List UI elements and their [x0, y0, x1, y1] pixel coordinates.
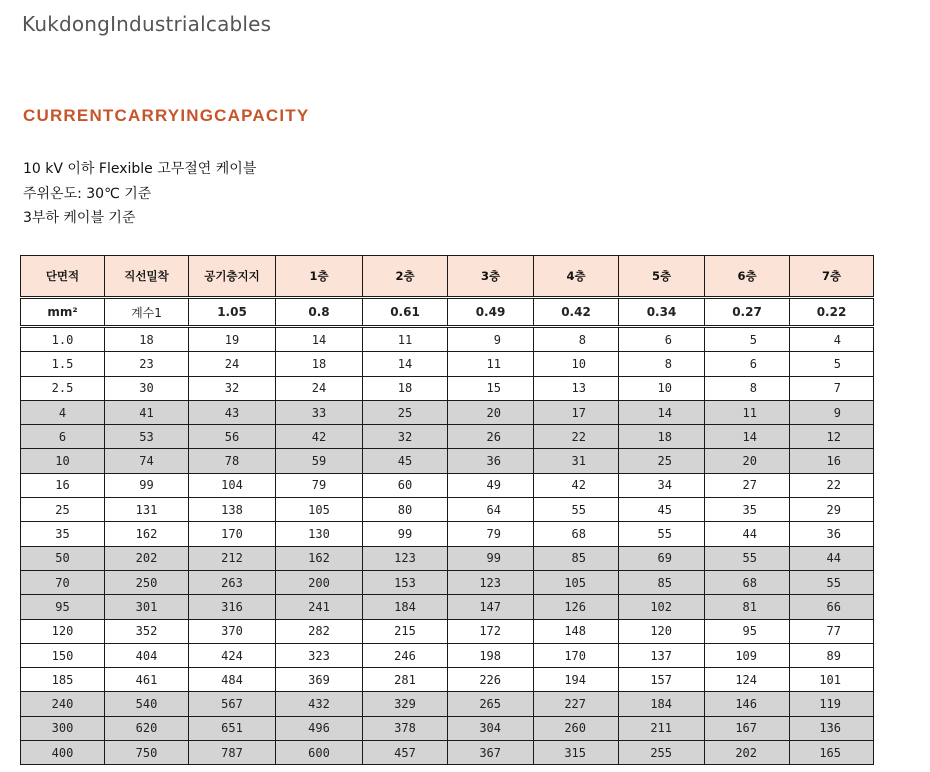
cell-cross-section: 25 — [21, 498, 105, 522]
cell-layer-6: 95 — [705, 619, 790, 643]
cell-layer-7: 7 — [790, 376, 874, 400]
cell-layer-1: 600 — [276, 741, 363, 765]
table-row — [21, 352, 874, 376]
cell-layer-6: 81 — [705, 595, 790, 619]
cell-layer-3: 172 — [448, 619, 534, 643]
cell-cross-section: 300 — [21, 716, 105, 740]
cell-cross-section: 4 — [21, 400, 105, 424]
cell-layer-3: 367 — [448, 741, 534, 765]
cell-layer-6: 5 — [705, 327, 790, 352]
cell-direct-contact: 540 — [105, 692, 189, 716]
cell-layer-2: 25 — [363, 400, 448, 424]
cell-layer-1: 105 — [276, 498, 363, 522]
cell-layer-5: 8 — [619, 352, 705, 376]
factor-layer-7: 0.22 — [790, 298, 874, 327]
description-line-voltage: 10 kV 이하 Flexible 고무절연 케이블 — [23, 161, 257, 177]
table-row — [21, 449, 874, 473]
cell-layer-2: 80 — [363, 498, 448, 522]
cell-layer-4: 227 — [534, 692, 619, 716]
cell-layer-5: 45 — [619, 498, 705, 522]
cell-air-supported: 651 — [189, 716, 276, 740]
cell-air-supported: 170 — [189, 522, 276, 546]
cell-layer-1: 130 — [276, 522, 363, 546]
cell-layer-7: 5 — [790, 352, 874, 376]
factor-layer-1: 0.8 — [276, 298, 363, 327]
table-row — [21, 619, 874, 643]
cell-layer-6: 6 — [705, 352, 790, 376]
cell-layer-5: 211 — [619, 716, 705, 740]
cell-layer-2: 60 — [363, 473, 448, 497]
cell-direct-contact: 620 — [105, 716, 189, 740]
cell-cross-section: 400 — [21, 741, 105, 765]
cell-direct-contact: 301 — [105, 595, 189, 619]
header-layer-5: 5층 — [619, 256, 705, 298]
cell-layer-1: 33 — [276, 400, 363, 424]
cell-layer-6: 124 — [705, 668, 790, 692]
factor-layer-5: 0.34 — [619, 298, 705, 327]
header-layer-3: 3층 — [448, 256, 534, 298]
cell-layer-3: 123 — [448, 570, 534, 594]
cell-layer-4: 31 — [534, 449, 619, 473]
cell-air-supported: 78 — [189, 449, 276, 473]
cell-layer-1: 496 — [276, 716, 363, 740]
table-body — [21, 327, 874, 765]
cell-layer-5: 255 — [619, 741, 705, 765]
cell-layer-7: 165 — [790, 741, 874, 765]
cell-air-supported: 787 — [189, 741, 276, 765]
cell-layer-7: 16 — [790, 449, 874, 473]
cell-air-supported: 424 — [189, 643, 276, 667]
cell-layer-4: 13 — [534, 376, 619, 400]
cell-layer-1: 162 — [276, 546, 363, 570]
cell-layer-7: 66 — [790, 595, 874, 619]
cell-cross-section: 6 — [21, 425, 105, 449]
factor-air-supported: 1.05 — [189, 298, 276, 327]
cell-air-supported: 43 — [189, 400, 276, 424]
cell-layer-1: 432 — [276, 692, 363, 716]
cell-layer-4: 126 — [534, 595, 619, 619]
cell-layer-5: 69 — [619, 546, 705, 570]
cell-layer-6: 20 — [705, 449, 790, 473]
cell-layer-1: 369 — [276, 668, 363, 692]
cell-layer-2: 11 — [363, 327, 448, 352]
cell-cross-section: 150 — [21, 643, 105, 667]
cell-layer-7: 119 — [790, 692, 874, 716]
cell-layer-2: 99 — [363, 522, 448, 546]
table-row — [21, 546, 874, 570]
factor-layer-4: 0.42 — [534, 298, 619, 327]
cell-cross-section: 35 — [21, 522, 105, 546]
cell-layer-7: 44 — [790, 546, 874, 570]
factor-row — [21, 298, 874, 327]
cell-layer-1: 42 — [276, 425, 363, 449]
cell-layer-1: 59 — [276, 449, 363, 473]
cell-direct-contact: 41 — [105, 400, 189, 424]
cell-layer-1: 241 — [276, 595, 363, 619]
cell-layer-2: 153 — [363, 570, 448, 594]
cell-layer-4: 315 — [534, 741, 619, 765]
cell-layer-4: 17 — [534, 400, 619, 424]
current-capacity-table — [20, 255, 874, 765]
table-row — [21, 741, 874, 765]
cell-direct-contact: 352 — [105, 619, 189, 643]
cell-cross-section: 240 — [21, 692, 105, 716]
cell-layer-5: 85 — [619, 570, 705, 594]
cell-direct-contact: 74 — [105, 449, 189, 473]
cell-air-supported: 567 — [189, 692, 276, 716]
table-row — [21, 400, 874, 424]
cell-layer-3: 49 — [448, 473, 534, 497]
cell-layer-7: 101 — [790, 668, 874, 692]
table-row — [21, 473, 874, 497]
cell-layer-7: 4 — [790, 327, 874, 352]
cell-layer-4: 68 — [534, 522, 619, 546]
cell-air-supported: 138 — [189, 498, 276, 522]
cell-layer-3: 20 — [448, 400, 534, 424]
description-line-temperature: 주위온도: 30℃ 기준 — [23, 185, 152, 202]
cell-air-supported: 56 — [189, 425, 276, 449]
cell-direct-contact: 202 — [105, 546, 189, 570]
cell-layer-6: 11 — [705, 400, 790, 424]
cell-layer-6: 55 — [705, 546, 790, 570]
cell-layer-5: 18 — [619, 425, 705, 449]
cell-direct-contact: 461 — [105, 668, 189, 692]
cell-air-supported: 370 — [189, 619, 276, 643]
factor-layer-3: 0.49 — [448, 298, 534, 327]
header-layer-2: 2층 — [363, 256, 448, 298]
cell-layer-3: 198 — [448, 643, 534, 667]
cell-layer-4: 55 — [534, 498, 619, 522]
header-layer-6: 6층 — [705, 256, 790, 298]
cell-layer-2: 45 — [363, 449, 448, 473]
cell-layer-2: 32 — [363, 425, 448, 449]
table-row — [21, 570, 874, 594]
table-row — [21, 425, 874, 449]
cable-description — [23, 157, 256, 231]
cell-layer-7: 89 — [790, 643, 874, 667]
cell-layer-3: 15 — [448, 376, 534, 400]
cell-air-supported: 32 — [189, 376, 276, 400]
cell-layer-2: 184 — [363, 595, 448, 619]
cell-air-supported: 263 — [189, 570, 276, 594]
cell-direct-contact: 404 — [105, 643, 189, 667]
header-layer-4: 4층 — [534, 256, 619, 298]
cell-layer-1: 323 — [276, 643, 363, 667]
cell-layer-2: 215 — [363, 619, 448, 643]
cell-layer-3: 9 — [448, 327, 534, 352]
cell-layer-2: 457 — [363, 741, 448, 765]
header-cross-section: 단면적 — [21, 256, 105, 298]
cell-layer-6: 27 — [705, 473, 790, 497]
cell-direct-contact: 99 — [105, 473, 189, 497]
table-row — [21, 376, 874, 400]
header-layer-1: 1층 — [276, 256, 363, 298]
cell-layer-4: 42 — [534, 473, 619, 497]
cell-layer-5: 6 — [619, 327, 705, 352]
table-row — [21, 522, 874, 546]
cell-layer-2: 329 — [363, 692, 448, 716]
cell-layer-7: 29 — [790, 498, 874, 522]
cell-layer-6: 35 — [705, 498, 790, 522]
cell-layer-5: 184 — [619, 692, 705, 716]
cell-layer-5: 14 — [619, 400, 705, 424]
cell-layer-5: 120 — [619, 619, 705, 643]
table-row — [21, 643, 874, 667]
cell-layer-1: 18 — [276, 352, 363, 376]
cell-layer-3: 11 — [448, 352, 534, 376]
cell-air-supported: 212 — [189, 546, 276, 570]
cell-layer-2: 123 — [363, 546, 448, 570]
cell-layer-6: 44 — [705, 522, 790, 546]
table-row — [21, 327, 874, 352]
cell-direct-contact: 18 — [105, 327, 189, 352]
cell-layer-7: 136 — [790, 716, 874, 740]
cell-layer-4: 170 — [534, 643, 619, 667]
section-title: CURRENTCARRYINGCAPACITY — [23, 106, 310, 125]
cell-air-supported: 484 — [189, 668, 276, 692]
cell-layer-4: 8 — [534, 327, 619, 352]
factor-direct-contact: 계수1 — [105, 298, 189, 327]
cell-layer-5: 25 — [619, 449, 705, 473]
cell-layer-5: 10 — [619, 376, 705, 400]
cell-layer-2: 18 — [363, 376, 448, 400]
cell-layer-5: 102 — [619, 595, 705, 619]
cell-layer-7: 12 — [790, 425, 874, 449]
cell-layer-6: 68 — [705, 570, 790, 594]
cell-layer-5: 34 — [619, 473, 705, 497]
cell-layer-4: 10 — [534, 352, 619, 376]
cell-direct-contact: 53 — [105, 425, 189, 449]
cell-layer-6: 167 — [705, 716, 790, 740]
table-row — [21, 668, 874, 692]
cell-layer-2: 281 — [363, 668, 448, 692]
cell-layer-6: 8 — [705, 376, 790, 400]
cell-layer-4: 148 — [534, 619, 619, 643]
cell-layer-3: 79 — [448, 522, 534, 546]
cell-air-supported: 104 — [189, 473, 276, 497]
cell-layer-6: 146 — [705, 692, 790, 716]
cell-direct-contact: 750 — [105, 741, 189, 765]
site-title: KukdongIndustrialcables — [22, 12, 272, 36]
cell-layer-2: 14 — [363, 352, 448, 376]
cell-layer-2: 378 — [363, 716, 448, 740]
cell-layer-5: 55 — [619, 522, 705, 546]
cell-layer-7: 55 — [790, 570, 874, 594]
cell-layer-4: 105 — [534, 570, 619, 594]
cell-air-supported: 19 — [189, 327, 276, 352]
cell-cross-section: 50 — [21, 546, 105, 570]
cell-direct-contact: 250 — [105, 570, 189, 594]
cell-direct-contact: 131 — [105, 498, 189, 522]
cell-air-supported: 316 — [189, 595, 276, 619]
cell-layer-4: 85 — [534, 546, 619, 570]
cell-layer-1: 14 — [276, 327, 363, 352]
cell-layer-7: 9 — [790, 400, 874, 424]
cell-layer-3: 304 — [448, 716, 534, 740]
factor-layer-2: 0.61 — [363, 298, 448, 327]
factor-unit: mm² — [21, 298, 105, 327]
cell-direct-contact: 30 — [105, 376, 189, 400]
cell-cross-section: 2.5 — [21, 376, 105, 400]
table-row — [21, 692, 874, 716]
cell-cross-section: 95 — [21, 595, 105, 619]
cell-direct-contact: 23 — [105, 352, 189, 376]
cell-air-supported: 24 — [189, 352, 276, 376]
cell-layer-6: 109 — [705, 643, 790, 667]
cell-layer-2: 246 — [363, 643, 448, 667]
cell-layer-7: 36 — [790, 522, 874, 546]
cell-layer-7: 22 — [790, 473, 874, 497]
cell-layer-4: 194 — [534, 668, 619, 692]
cell-cross-section: 1.5 — [21, 352, 105, 376]
cell-layer-3: 265 — [448, 692, 534, 716]
factor-layer-6: 0.27 — [705, 298, 790, 327]
cell-layer-5: 137 — [619, 643, 705, 667]
cell-layer-3: 26 — [448, 425, 534, 449]
cell-cross-section: 1.0 — [21, 327, 105, 352]
cell-cross-section: 70 — [21, 570, 105, 594]
cell-layer-5: 157 — [619, 668, 705, 692]
cell-layer-1: 79 — [276, 473, 363, 497]
table-row — [21, 498, 874, 522]
cell-cross-section: 16 — [21, 473, 105, 497]
cell-layer-3: 147 — [448, 595, 534, 619]
cell-layer-4: 260 — [534, 716, 619, 740]
header-direct-contact: 직선밀착 — [105, 256, 189, 298]
description-line-load: 3부하 케이블 기준 — [23, 210, 136, 226]
cell-layer-6: 202 — [705, 741, 790, 765]
cell-layer-3: 64 — [448, 498, 534, 522]
cell-cross-section: 10 — [21, 449, 105, 473]
cell-layer-1: 282 — [276, 619, 363, 643]
cell-layer-1: 24 — [276, 376, 363, 400]
table-row — [21, 716, 874, 740]
header-layer-7: 7층 — [790, 256, 874, 298]
cell-layer-6: 14 — [705, 425, 790, 449]
cell-layer-4: 22 — [534, 425, 619, 449]
cell-layer-3: 99 — [448, 546, 534, 570]
cell-layer-1: 200 — [276, 570, 363, 594]
table-header-row — [21, 256, 874, 298]
cell-cross-section: 185 — [21, 668, 105, 692]
cell-layer-3: 226 — [448, 668, 534, 692]
cell-layer-7: 77 — [790, 619, 874, 643]
table-row — [21, 595, 874, 619]
header-air-supported: 공기층지지 — [189, 256, 276, 298]
cell-layer-3: 36 — [448, 449, 534, 473]
cell-cross-section: 120 — [21, 619, 105, 643]
cell-direct-contact: 162 — [105, 522, 189, 546]
